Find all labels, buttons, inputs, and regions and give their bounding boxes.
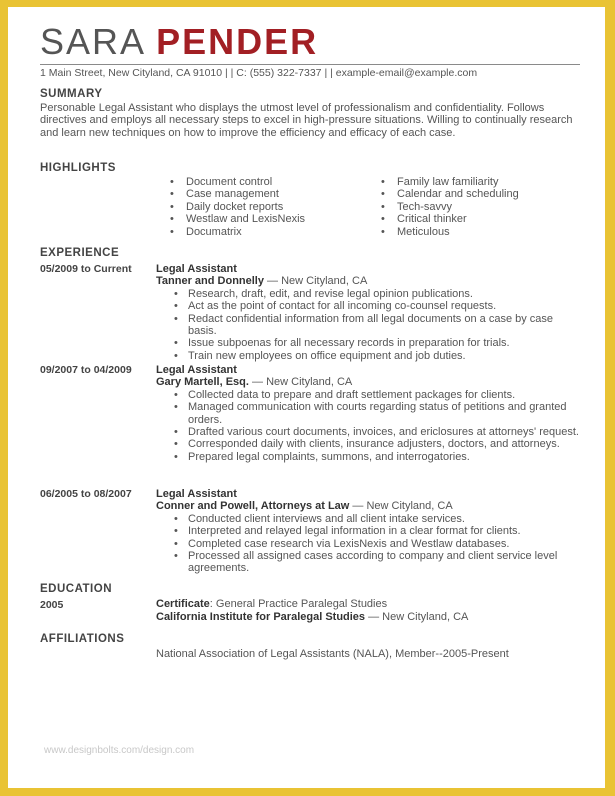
certificate-value: : General Practice Paralegal Studies (209, 598, 388, 610)
job-bullet: • Prepared legal complaints, summons, and interrogatories. (156, 451, 581, 463)
job-company: Tanner and Donnelly (156, 275, 264, 288)
job-bullets (156, 288, 581, 362)
job-bullet: • Train new employees on office equipment and job duties. (156, 350, 581, 362)
job-title: Legal Assistant (156, 364, 237, 376)
highlight-item: • Westlaw and LexisNexis (170, 213, 305, 225)
summary-text: Personable Legal Assistant who displays the utmost level of professionalism and confidentiality. Follows directives and employs all necessary steps to excel in high-pressure situations. Willing to continually research and learn new techniques on how to improve the efficiency and efficacy of each case. (40, 102, 573, 139)
job-company-line (156, 500, 581, 512)
education-heading: EDUCATION (40, 583, 113, 595)
job-dates: 05/2009 to Current (40, 263, 132, 275)
highlight-item: • Calendar and scheduling (381, 188, 519, 200)
dash: — (267, 275, 279, 288)
certificate-line (156, 598, 387, 610)
job-bullet: • Collected data to prepare and draft settlement packages for clients. (156, 389, 581, 401)
highlight-item: • Tech-savvy (381, 201, 519, 213)
header-divider (40, 64, 580, 65)
job-title: Legal Assistant (156, 263, 237, 275)
first-name: SARA (40, 21, 145, 62)
job-company: Gary Martell, Esq. (156, 376, 249, 389)
job-bullet: • Redact confidential information from all legal documents on a case by case basis. (156, 313, 581, 338)
job-bullet: • Managed communication with courts regarding status of petitions and granted orders. (156, 401, 581, 426)
highlight-item: • Documatrix (170, 226, 305, 238)
job-entry (156, 364, 581, 463)
job-bullet: • Conducted client interviews and all client intake services. (156, 513, 581, 525)
dash: — (352, 500, 364, 513)
school-line (156, 611, 468, 623)
highlights-right-list (381, 176, 519, 238)
highlight-item: • Family law familiarity (381, 176, 519, 188)
job-location: New Cityland, CA (281, 275, 368, 288)
highlight-item: • Meticulous (381, 226, 519, 238)
education-year: 2005 (40, 599, 64, 611)
job-company-line (156, 376, 581, 388)
contact-line: 1 Main Street, New Cityland, CA 91010 | | C: (555) 322-7337 | | example-email@example.com (40, 67, 478, 79)
school-location: New Cityland, CA (382, 611, 469, 623)
school-name: California Institute for Paralegal Studies (156, 611, 366, 623)
job-bullets (156, 513, 581, 575)
highlight-item: • Case management (170, 188, 305, 200)
job-bullet: • Drafted various court documents, invoices, and ericlosures at attorneys' request. (156, 426, 581, 438)
dash: — (252, 376, 263, 389)
watermark: www.designbolts.com/design.com (44, 745, 195, 756)
highlights-left-list (170, 176, 305, 238)
job-bullet: • Issue subpoenas for all necessary records in preparation for trials. (156, 337, 581, 349)
certificate-label: Certificate (156, 598, 210, 610)
job-entry (156, 263, 581, 362)
job-location: New Cityland, CA (266, 376, 353, 389)
last-name: PENDER (156, 21, 319, 62)
resume-page (8, 7, 605, 788)
job-dates: 09/2007 to 04/2009 (40, 364, 132, 376)
job-entry (156, 488, 581, 575)
job-bullets (156, 389, 581, 463)
job-bullet: • Processed all assigned cases according to company and client service level agreements. (156, 550, 581, 575)
highlights-heading: HIGHLIGHTS (40, 162, 116, 174)
candidate-name (40, 22, 318, 62)
experience-heading: EXPERIENCE (40, 247, 120, 259)
job-dates: 06/2005 to 08/2007 (40, 488, 132, 500)
job-title: Legal Assistant (156, 488, 237, 500)
highlight-item: • Daily docket reports (170, 201, 305, 213)
job-bullet: • Completed case research via LexisNexis and Westlaw databases. (156, 538, 581, 550)
job-company-line (156, 275, 581, 287)
job-company: Conner and Powell, Attorneys at Law (156, 500, 350, 513)
highlight-item: • Critical thinker (381, 213, 519, 225)
summary-heading: SUMMARY (40, 88, 103, 100)
job-location: New Cityland, CA (366, 500, 453, 513)
job-bullet: • Corresponded daily with clients, insurance adjusters, doctors, and attorneys. (156, 438, 581, 450)
affiliations-text: National Association of Legal Assistants (NALA), Member--2005-Present (156, 648, 509, 660)
affiliations-heading: AFFILIATIONS (40, 633, 125, 645)
highlight-item: • Document control (170, 176, 305, 188)
job-bullet: • Interpreted and relayed legal information in a clear format for clients. (156, 525, 581, 537)
job-bullet: • Act as the point of contact for all incoming co-counsel requests. (156, 300, 581, 312)
dash: — (368, 611, 380, 623)
job-bullet: • Research, draft, edit, and revise legal opinion publications. (156, 288, 581, 300)
